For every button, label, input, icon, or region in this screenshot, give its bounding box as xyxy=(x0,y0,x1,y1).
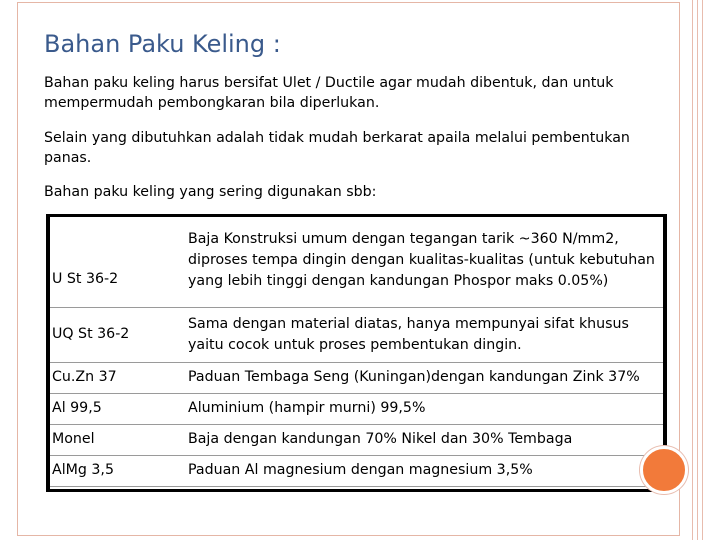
table-border-left xyxy=(46,214,50,492)
material-description: Paduan Tembaga Seng (Kuningan)dengan kandungan Zink 37% xyxy=(183,362,667,393)
table-border-top xyxy=(46,214,667,217)
material-description: Sama dengan material diatas, hanya mempunyai sifat khusus yaitu cocok untuk proses pembentukan dingin. xyxy=(183,307,667,362)
material-description: Aluminium (hampir murni) 99,5% xyxy=(183,393,667,424)
paragraph-intro: Bahan paku keling yang sering digunakan sbb: xyxy=(44,184,377,200)
decor-line xyxy=(702,0,703,540)
material-name: U St 36-2 xyxy=(47,215,183,307)
paragraph-ductile: Bahan paku keling harus bersifat Ulet / Ductile agar mudah dibentuk, dan untuk mempermudah pembongkaran bila diperlukan. xyxy=(44,75,614,111)
materials-table xyxy=(47,215,667,487)
paragraph-corrosion: Selain yang dibutuhkan adalah tidak mudah berkarat apaila melalui pembentukan panas. xyxy=(44,130,630,166)
decor-circle xyxy=(640,446,688,494)
table-row xyxy=(47,424,667,455)
material-name: Monel xyxy=(47,424,183,455)
material-description: Paduan Al magnesium dengan magnesium 3,5% xyxy=(183,455,667,486)
material-name: AlMg 3,5 xyxy=(47,455,183,486)
table-row xyxy=(47,307,667,362)
material-description: Baja dengan kandungan 70% Nikel dan 30% Tembaga xyxy=(183,424,667,455)
table-row xyxy=(47,455,667,486)
decor-line xyxy=(697,0,698,540)
slide-title: Bahan Paku Keling : xyxy=(44,30,281,58)
material-description: Baja Konstruksi umum dengan tegangan tarik ~360 N/mm2, diproses tempa dingin dengan kualitas-kualitas (untuk kebutuhan yang lebih tinggi dengan kandungan Phospor maks 0.05%) xyxy=(183,215,667,307)
table-border-bottom xyxy=(46,489,667,492)
material-name: UQ St 36-2 xyxy=(47,307,183,362)
table-row xyxy=(47,362,667,393)
material-name: Cu.Zn 37 xyxy=(47,362,183,393)
material-name: Al 99,5 xyxy=(47,393,183,424)
decor-line xyxy=(692,0,693,540)
table-row xyxy=(47,393,667,424)
table-row xyxy=(47,215,667,307)
